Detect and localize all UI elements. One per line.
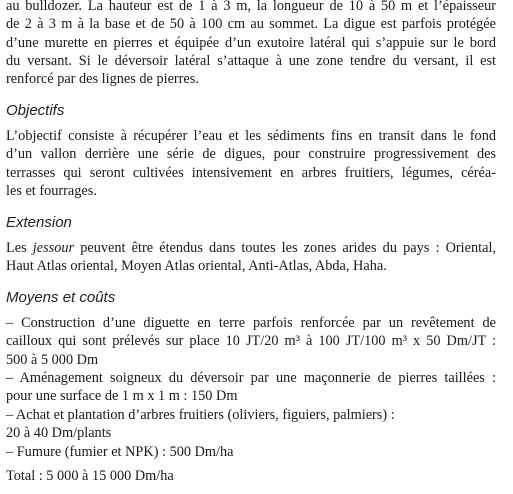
moyens-line: cailloux qui sont prélevés sur place 10 JT/20 m³ à 100 JT/100 m³ x 50 Dm/JT : (6, 333, 496, 349)
jessour-term: jessour (32, 240, 75, 256)
section-heading-moyens-couts: Moyens et coûts (6, 289, 116, 306)
objectifs-line: d’un vallon derrière une série de digues, pour construire progressivement des (6, 146, 496, 162)
intro-line: d’une murette en pierres et équipée d’un exutoire latéral qui s’appuie sur le bord (6, 35, 496, 51)
moyens-line: – Aménagement soigneux du déversoir par une maçonnerie de pierres taillées : (6, 370, 496, 386)
objectifs-line: les et fourrages. (6, 183, 97, 199)
extension-prefix: Les (6, 240, 33, 256)
moyens-line: – Construction d’une diguette en terre parfois renforcée par un revêtement de (6, 315, 496, 331)
extension-rest: peuvent être étendus dans toutes les zones arides du pays : Oriental, (74, 240, 496, 256)
extension-line: Haut Atlas oriental, Moyen Atlas oriental, Anti-Atlas, Abda, Haha. (6, 258, 387, 274)
objectifs-line: terrasses qui seront cultivées intensivement en arbres fruitiers, légumes, céréa- (6, 165, 496, 181)
moyens-total: Total : 5 000 à 15 000 Dm/ha (6, 468, 174, 484)
moyens-line: – Fumure (fumier et NPK) : 500 Dm/ha (6, 444, 234, 460)
intro-line: au bulldozer. La hauteur est de 1 à 3 m, la longueur de 10 à 50 m et l’épaisseur (6, 0, 496, 14)
moyens-line: 20 à 40 Dm/plants (6, 425, 112, 441)
moyens-line: 500 à 5 000 Dm (6, 352, 99, 368)
section-heading-objectifs: Objectifs (6, 102, 65, 119)
moyens-line: – Achat et plantation d’arbres fruitiers (oliviers, figuiers, palmiers) : (6, 407, 395, 423)
objectifs-line: L’objectif consiste à récupérer l’eau et les sédiments fins en transit dans le fond (6, 128, 496, 144)
intro-line: de 2 à 3 m à la base et de 50 à 100 cm au sommet. La digue est parfois protégée (6, 16, 496, 32)
moyens-line: pour une surface de 1 m x 1 m : 150 Dm (6, 388, 238, 404)
section-heading-extension: Extension (6, 214, 72, 231)
intro-line: renforcé par des lignes de pierres. (6, 71, 199, 87)
extension-line (6, 239, 496, 257)
intro-line: du versant. Si le déversoir latéral s’attaque à une zone tendre du versant, il est (6, 53, 496, 69)
